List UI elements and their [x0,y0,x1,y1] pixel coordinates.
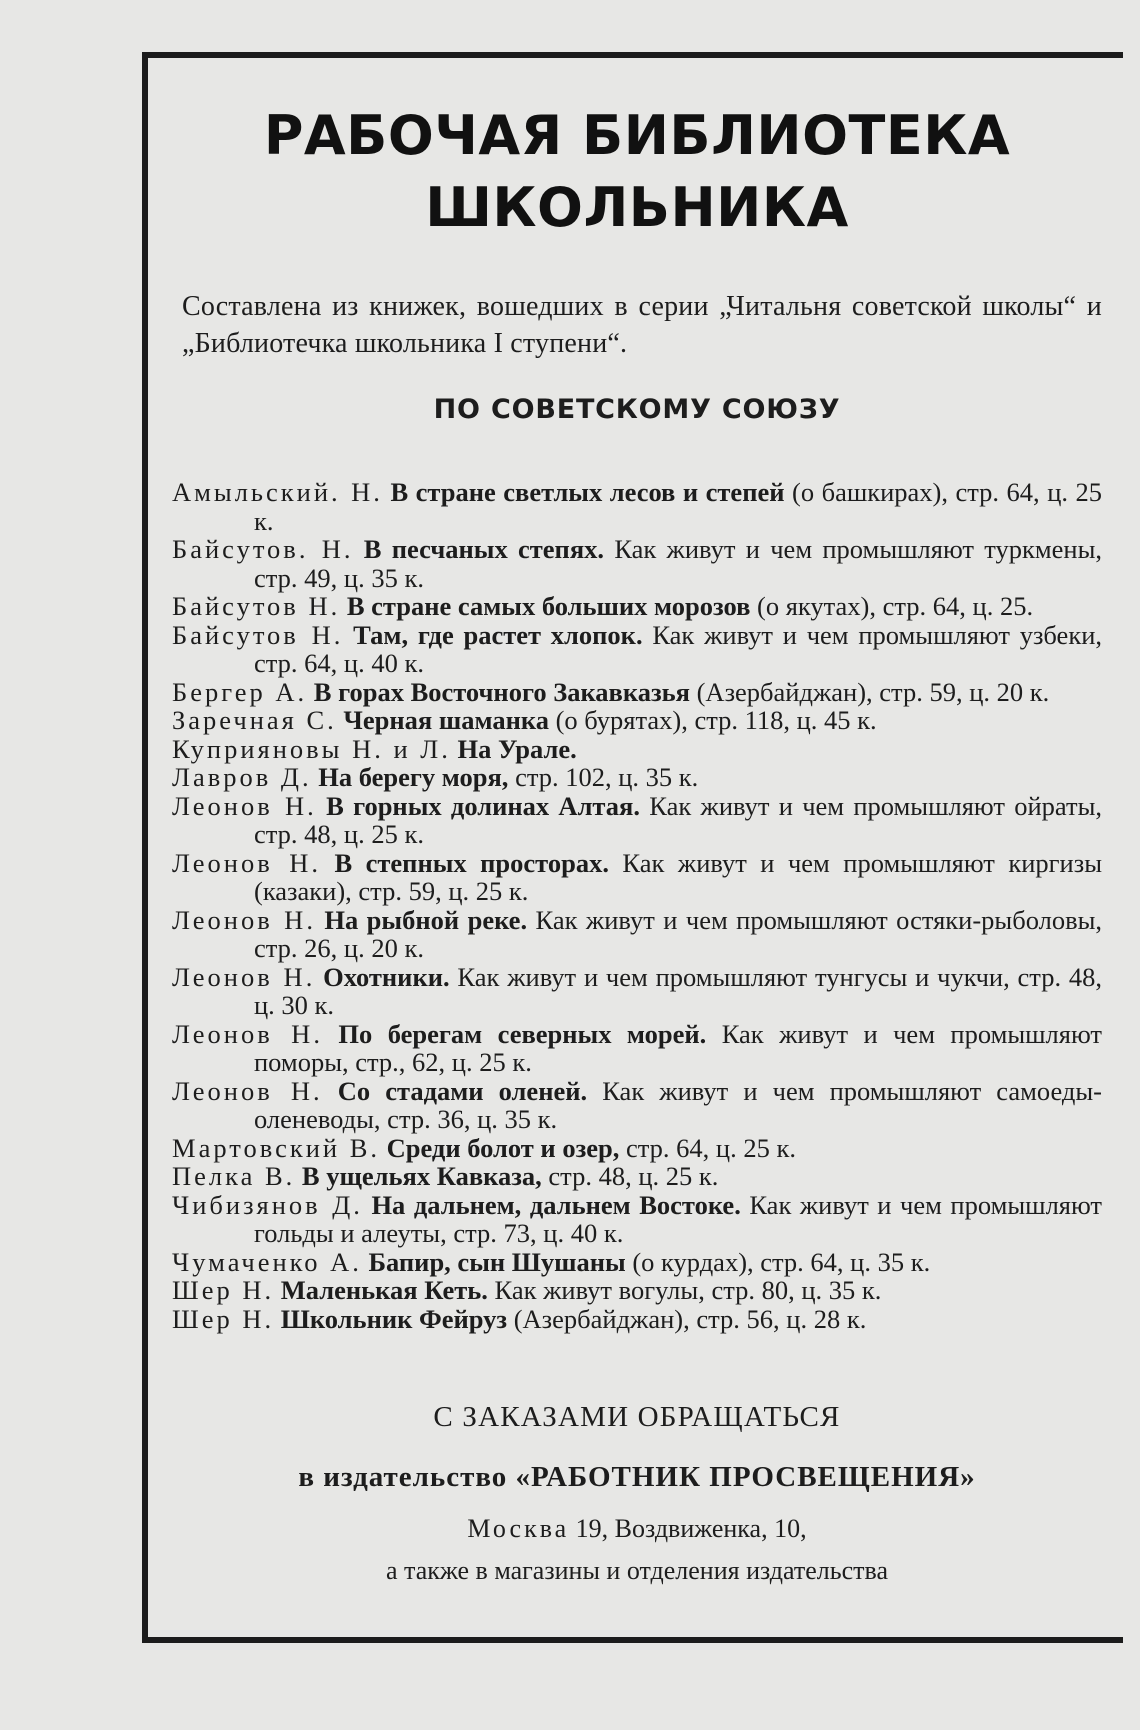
book-author: Лавров Д. [172,762,312,792]
book-details: Как живут и чем промышляют тунгусы и чукчи, стр. 48, ц. 30 к. [254,961,1103,1020]
book-author: Заречная С. [172,705,337,735]
book-entry [172,963,1102,1020]
book-entry [172,678,1102,707]
book-title: В горах Восточного Закавказья [313,676,690,707]
book-entry [172,1248,1102,1277]
page-title [172,100,1102,244]
book-details: Как живут и чем промышляют туркмены, стр. 49, ц. 35 к. [254,534,1102,593]
orders-heading: С ЗАКАЗАМИ ОБРАЩАТЬСЯ [433,1401,841,1433]
book-entry [172,706,1102,735]
book-details: Как живут и чем промышляют узбеки, стр. 64, ц. 40 к. [254,619,1102,678]
book-entry [172,906,1102,963]
book-entry [172,535,1102,592]
book-title: В стране светлых лесов и степей [390,477,785,507]
book-entry [172,621,1102,678]
book-author: Леонов Н. [172,847,321,878]
publisher-name: в издательство «РАБОТНИК ПРОСВЕЩЕНИЯ» [298,1461,976,1493]
book-entry [172,1162,1102,1191]
book-details: Как живут и чем промышляют самоеды-оленеводы, стр. 36, ц. 35 к. [254,1075,1103,1134]
book-title: На рыбной реке. [324,904,528,935]
book-title: В стране самых больших морозов [346,591,751,621]
book-details: Как живут и чем промышляют остяки-рыболовы, стр. 26, ц. 20 к. [254,904,1103,963]
book-details: (о башкирах), стр. 64, ц. 25 к. [254,477,1103,536]
book-details: стр. 102, ц. 35 к. [508,762,699,792]
publisher-address [172,1512,1102,1546]
book-author: Леонов Н. [172,1075,323,1106]
book-entry [172,735,1102,764]
book-details: Как живут вогулы, стр. 80, ц. 35 к. [487,1275,882,1305]
book-entry [172,1134,1102,1163]
section-title: ПО СОВЕТСКОМУ СОЮЗУ [433,394,841,425]
book-details: стр. 64, ц. 25 к. [619,1132,796,1163]
book-entry [172,478,1102,535]
book-details: Как живут и чем промышляют киргизы (казаки), стр. 59, ц. 25 к. [254,847,1103,906]
book-title: В ущельях Кавказа, [301,1161,542,1191]
book-details: (Азербайджан), стр. 56, ц. 28 к. [507,1303,867,1334]
address-city: Москва [467,1514,570,1543]
orders-extra: а также в магазины и отделения издательства [386,1556,888,1585]
title-line-2: ШКОЛЬНИКА [425,176,849,239]
book-title: На Урале. [457,733,577,764]
book-author: Чумаченко А. [172,1246,362,1277]
book-entry [172,763,1102,792]
book-details: (о курдах), стр. 64, ц. 35 к. [625,1246,931,1277]
book-title: Школьник Фейруз [280,1303,508,1334]
book-title: Охотники. [323,961,450,992]
book-title: На дальнем, дальнем Востоке. [371,1189,741,1220]
book-title: В горных долинах Алтая. [326,790,640,821]
book-author: Байсутов Н. [172,591,341,621]
book-author: Чибизянов Д. [172,1189,363,1220]
book-title: Там, где растет хлопок. [353,619,643,650]
book-details: Как живут и чем промышляют ойраты, стр. 48, ц. 25 к. [254,790,1103,849]
book-entry [172,1305,1102,1334]
book-title: На берегу моря, [318,762,509,792]
address-street: 19, Воздвиженка, 10, [569,1514,807,1543]
intro-text: Составлена из книжек, вошедших в серии „Читальня советской школы“ и „Библиотечка школьника I ступени“. [182,291,1102,359]
book-details: Как живут и чем промышляют гольды и алеуты, стр. 73, ц. 40 к. [254,1189,1103,1248]
book-details: (о якутах), стр. 64, ц. 25. [750,591,1034,621]
book-title: В степных просторах. [334,847,609,878]
book-title: Со стадами оленей. [337,1075,588,1106]
book-title: Бапир, сын Шушаны [368,1246,626,1277]
book-entry [172,1276,1102,1305]
book-details: стр. 48, ц. 25 к. [541,1161,719,1191]
book-title: Маленькая Кеть. [280,1275,488,1305]
book-author: Шер Н. [172,1275,275,1305]
book-title: В песчаных степях. [363,534,605,564]
book-entry [172,1191,1102,1248]
book-author: Амыльский. Н. [172,477,383,507]
book-details: (Азербайджан), стр. 59, ц. 20 к. [689,676,1050,707]
book-details: Как живут и чем промышляют поморы, стр., 62, ц. 25 к. [254,1018,1102,1077]
book-title: По берегам северных морей. [338,1018,707,1049]
book-details: (о бурятах), стр. 118, ц. 45 к. [548,705,877,735]
book-entry [172,1077,1102,1134]
book-title: Среди болот и озер, [386,1132,620,1163]
book-list [172,478,1102,1333]
book-author: Шер Н. [172,1303,275,1334]
book-author: Бергер А. [172,676,308,707]
book-author: Леонов Н. [172,1018,323,1049]
book-title: Черная шаманка [343,705,549,735]
book-author: Пелка В. [172,1161,296,1191]
book-author: Байсутов Н. [172,619,344,650]
catalog-page [172,100,1102,1610]
book-entry [172,1020,1102,1077]
book-author: Леонов Н. [172,904,316,935]
book-author: Куприяновы Н. и Л. [172,733,451,764]
book-author: Байсутов. Н. [172,534,354,564]
book-author: Мартовский В. [172,1132,380,1163]
book-author: Леонов Н. [172,790,317,821]
book-entry [172,592,1102,621]
book-author: Леонов Н. [172,961,316,992]
book-entry [172,849,1102,906]
title-line-1: РАБОЧАЯ БИБЛИОТЕКА [263,104,1011,167]
book-entry [172,792,1102,849]
